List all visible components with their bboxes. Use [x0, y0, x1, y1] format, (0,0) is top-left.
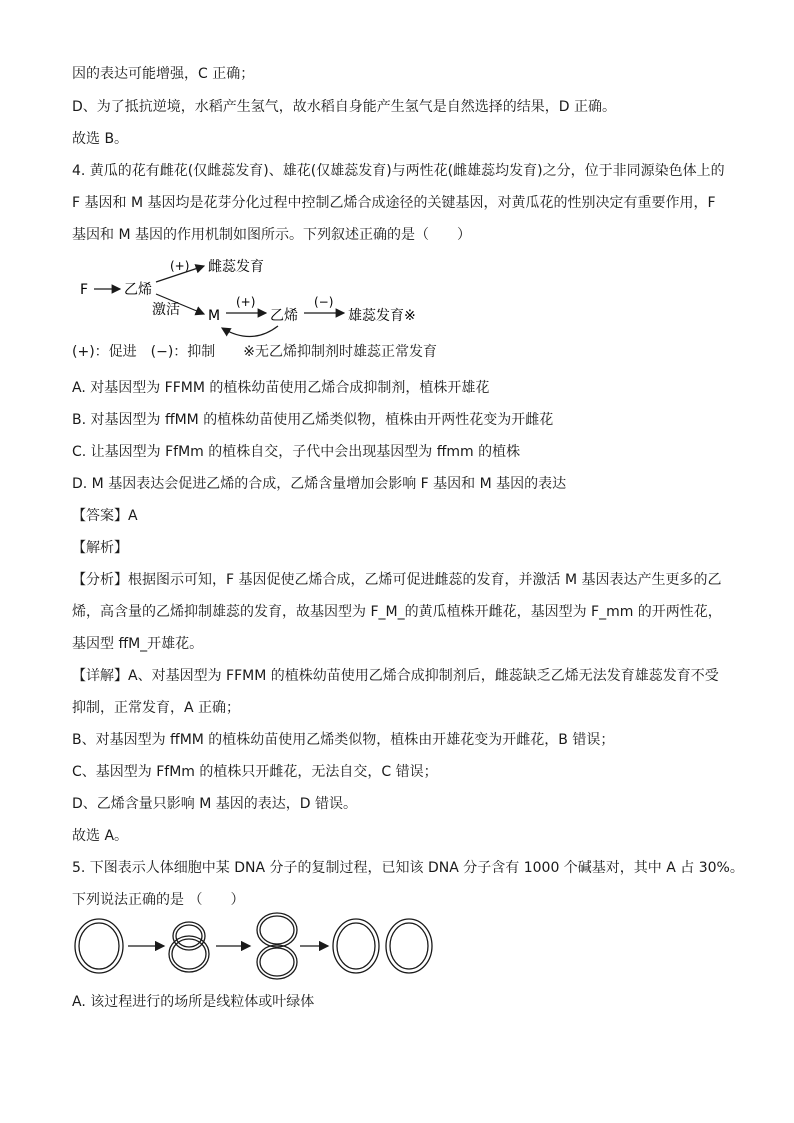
option-c: C. 让基因型为 FfMm 的植株自交，子代中会出现基因型为 ffmm 的植株 — [72, 444, 521, 460]
text-line: 故选 B。 — [72, 131, 129, 147]
detail-text: 【详解】A、对基因型为 FFMM 的植株幼苗使用乙烯合成抑制剂后，雌蕊缺乏乙烯无法发育雄蕊发育不受 — [72, 668, 719, 684]
stamen-development-label: 雄蕊发育※ — [348, 308, 416, 324]
detail-text: B、对基因型为 ffMM 的植株幼苗使用乙烯类似物，植株由开雄花变为开雌花，B 错误； — [72, 732, 615, 748]
gene-f-label: F — [80, 282, 89, 298]
analysis-heading: 【解析】 — [72, 540, 128, 556]
option-a: A. 对基因型为 FFMM 的植株幼苗使用乙烯合成抑制剂，植株开雄花 — [72, 380, 490, 396]
circular-dna-stage-3 — [257, 913, 297, 979]
detail-text: C、基因型为 FfMm 的植株只开雌花，无法自交，C 错误； — [72, 764, 438, 780]
ethylene-label: 乙烯 — [270, 308, 298, 324]
gene-mechanism-diagram — [72, 250, 432, 342]
diagram-legend: (+)：促进 (−)：抑制 ※无乙烯抑制剂时雄蕊正常发育 — [72, 344, 438, 360]
question-5-stem: 5. 下图表示人体细胞中某 DNA 分子的复制过程，已知该 DNA 分子含有 1000 个碱基对，其中 A 占 30%。 — [72, 860, 744, 876]
pistil-development-label: 雌蕊发育 — [208, 259, 264, 275]
analysis-text: 【分析】根据图示可知，F 基因促使乙烯合成，乙烯可促进雌蕊的发育，并激活 M 基因表达产生更多的乙 — [72, 572, 722, 588]
detail-text: 故选 A。 — [72, 828, 129, 844]
ethylene-label: 乙烯 — [124, 282, 152, 298]
option-b: B. 对基因型为 ffMM 的植株幼苗使用乙烯类似物，植株由开两性花变为开雌花 — [72, 412, 554, 428]
question-4-stem: 基因和 M 基因的作用机制如图所示。下列叙述正确的是（ ） — [72, 227, 471, 243]
activate-label: 激活 — [152, 302, 180, 318]
option-a: A. 该过程进行的场所是线粒体或叶绿体 — [72, 994, 315, 1010]
text-line: D、为了抵抗逆境，水稻产生氢气，故水稻自身能产生氢气是自然选择的结果，D 正确。 — [72, 99, 617, 115]
circular-dna-stage-1 — [75, 919, 123, 973]
answer-line: 【答案】A — [72, 508, 138, 524]
detail-text: D、乙烯含量只影响 M 基因的表达，D 错误。 — [72, 796, 357, 812]
inhibit-sign: (−) — [314, 295, 334, 309]
circular-dna-stage-4 — [333, 919, 432, 973]
circular-dna-stage-2 — [169, 922, 209, 972]
option-d: D. M 基因表达会促进乙烯的合成，乙烯含量增加会影响 F 基因和 M 基因的表达 — [72, 476, 567, 492]
promote-sign: (+) — [170, 259, 190, 273]
dna-replication-diagram — [72, 910, 438, 984]
question-4-stem: F 基因和 M 基因均是花芽分化过程中控制乙烯合成途径的关键基因，对黄瓜花的性别决定有重要作用，F — [72, 195, 716, 211]
question-5-stem: 下列说法正确的是 （ ） — [72, 892, 245, 908]
detail-text: 抑制，正常发育，A 正确； — [72, 700, 241, 716]
question-4-stem: 4. 黄瓜的花有雌花(仅雌蕊发育)、雄花(仅雄蕊发育)与两性花(雌雄蕊均发育)之分，位于非同源染色体上的 — [72, 163, 725, 179]
feedback-arrow — [222, 326, 278, 337]
gene-m-label: M — [208, 308, 221, 324]
text-line: 因的表达可能增强，C 正确； — [72, 66, 255, 82]
analysis-text: 烯，高含量的乙烯抑制雄蕊的发育，故基因型为 F_M_的黄瓜植株开雌花，基因型为 F_mm 的开两性花， — [72, 604, 722, 620]
promote-sign: (+) — [236, 295, 256, 309]
analysis-text: 基因型 ffM_开雄花。 — [72, 636, 204, 652]
